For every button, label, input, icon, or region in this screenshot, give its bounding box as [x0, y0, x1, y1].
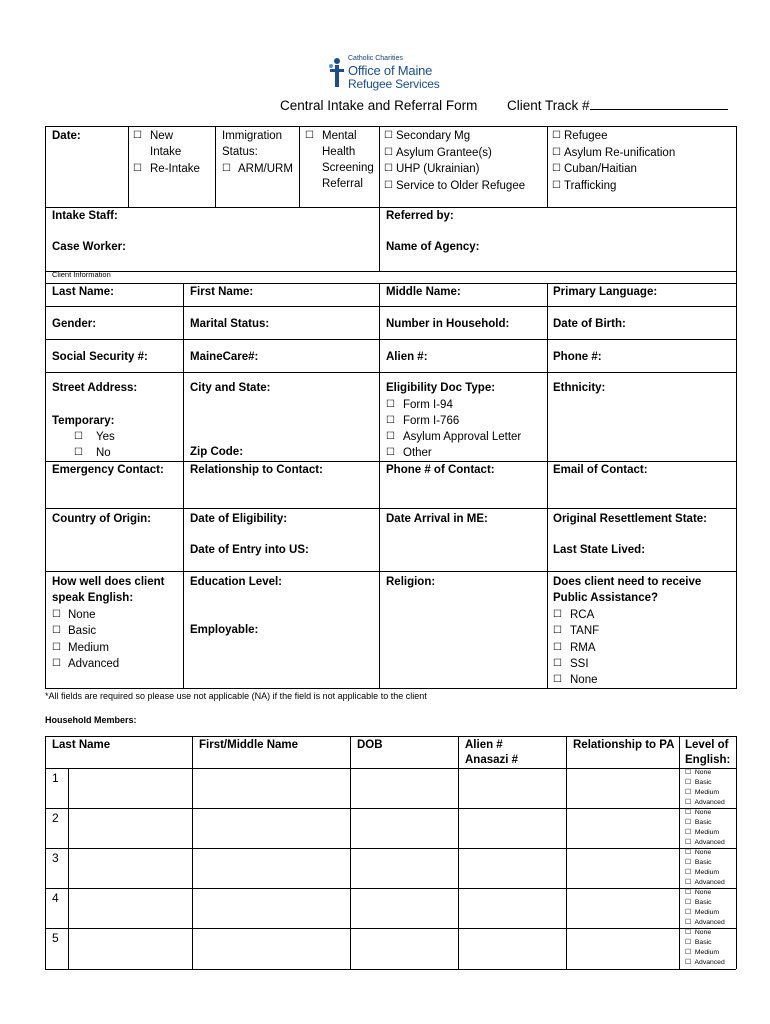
last-state-label: Last State Lived: — [553, 544, 646, 556]
alien-label: Alien #: — [386, 351, 428, 363]
pa-rma-label: RMA — [570, 642, 596, 654]
client-track-label: Client Track # — [507, 98, 590, 113]
hh-header-last: Last Name — [52, 739, 111, 751]
asylum-letter-checkbox[interactable]: ☐ — [386, 431, 395, 442]
asylum-grantee-label: Asylum Grantee(s) — [396, 147, 492, 159]
uhp-label: UHP (Ukrainian) — [396, 163, 480, 175]
middle-name-label: Middle Name: — [386, 286, 461, 298]
hh-eng-option[interactable] — [685, 828, 725, 838]
zip-code-label: Zip Code: — [190, 446, 244, 458]
form-title: Central Intake and Referral Form — [280, 98, 478, 113]
hh-header-rel: Relationship to PA — [573, 739, 675, 751]
relationship-contact-label: Relationship to Contact: — [190, 464, 323, 476]
divider — [128, 126, 129, 207]
mental-label-4: Referral — [322, 178, 363, 190]
divider — [458, 736, 459, 969]
asylum-letter-label: Asylum Approval Letter — [403, 431, 522, 443]
secondary-mg-label: Secondary Mg — [396, 130, 471, 142]
refugee-checkbox[interactable]: ☐ — [552, 130, 561, 141]
hh-eng-option[interactable] — [685, 818, 725, 828]
checkbox[interactable]: ☐ — [685, 899, 692, 906]
referred-by-label: Referred by: — [386, 210, 454, 222]
hh-border-bottom — [45, 969, 736, 970]
divider — [379, 126, 380, 271]
first-name-label: First Name: — [190, 286, 254, 298]
hh-eng-label: Basic — [694, 819, 712, 826]
mental-label-2: Health — [322, 146, 356, 158]
divider — [566, 736, 567, 969]
hh-eng-option[interactable] — [685, 788, 725, 798]
checkbox[interactable]: ☐ — [685, 949, 692, 956]
temporary-no-label: No — [96, 447, 111, 459]
new-intake-label-2: Intake — [150, 146, 182, 158]
figures-icon — [328, 57, 346, 91]
checkbox[interactable]: ☐ — [685, 789, 692, 796]
divider — [736, 736, 737, 969]
checkbox[interactable]: ☐ — [685, 909, 692, 916]
hh-header-alien-2: Anasazi # — [465, 754, 519, 766]
hh-eng-label: Advanced — [694, 839, 725, 846]
education-label: Education Level: — [190, 576, 283, 588]
checkbox[interactable]: ☐ — [685, 929, 692, 936]
hh-eng-label: Medium — [694, 909, 720, 916]
checkbox[interactable]: ☐ — [685, 869, 692, 876]
hh-eng-label: Basic — [694, 899, 712, 906]
hh-eng-label: Medium — [694, 789, 720, 796]
mental-health-checkbox[interactable]: ☐ — [305, 130, 314, 141]
hh-row-number: 1 — [52, 771, 59, 785]
divider — [45, 372, 736, 373]
divider — [547, 126, 548, 207]
ethnicity-label: Ethnicity: — [553, 382, 606, 394]
hh-eng-option[interactable] — [685, 938, 725, 948]
immigration-label-1: Immigration — [222, 130, 283, 142]
date-of-birth-label: Date of Birth: — [553, 318, 626, 330]
hh-eng-label: None — [694, 809, 712, 816]
street-address-label: Street Address: — [52, 382, 138, 394]
hh-eng-option[interactable] — [685, 768, 725, 778]
logo-line2: Refugee Services — [348, 77, 440, 91]
number-in-household-label: Number in Household: — [386, 318, 510, 330]
hh-eng-option[interactable] — [685, 928, 725, 938]
older-refugee-checkbox[interactable]: ☐ — [384, 180, 393, 191]
religion-label: Religion: — [386, 576, 436, 588]
hh-eng-option[interactable] — [685, 868, 725, 878]
checkbox[interactable]: ☐ — [685, 809, 692, 816]
hh-eng-option[interactable] — [685, 958, 725, 968]
divider — [45, 848, 736, 849]
pa-ssi-checkbox[interactable]: ☐ — [553, 658, 562, 669]
orig-state-label: Original Resettlement State: — [553, 513, 708, 525]
primary-language-label: Primary Language: — [553, 286, 658, 298]
pa-rca-checkbox[interactable]: ☐ — [553, 609, 562, 620]
mental-label-3: Screening — [322, 162, 374, 174]
temporary-label: Temporary: — [52, 415, 115, 427]
temporary-yes-label: Yes — [96, 431, 115, 443]
divider — [45, 306, 736, 307]
mainecare-label: MaineCare#: — [190, 351, 259, 363]
pa-rma-checkbox[interactable]: ☐ — [553, 642, 562, 653]
logo — [328, 55, 468, 93]
footnote: *All fields are required so please use not applicable (NA) if the field is not applicable to the client — [45, 691, 427, 701]
pa-none-label: None — [570, 674, 598, 686]
ssn-label: Social Security #: — [52, 351, 148, 363]
client-track-line[interactable] — [590, 98, 728, 110]
name-of-agency-label: Name of Agency: — [386, 241, 480, 253]
city-state-label: City and State: — [190, 382, 271, 394]
divider — [45, 571, 736, 572]
hh-header-eng-2: English: — [685, 754, 731, 766]
pa-question-2: Public Assistance? — [553, 592, 659, 604]
hh-eng-options — [685, 848, 725, 888]
hh-eng-label: Advanced — [694, 919, 725, 926]
hh-eng-option[interactable] — [685, 908, 725, 918]
checkbox[interactable]: ☐ — [685, 939, 692, 946]
older-refugee-label: Service to Older Refugee — [396, 180, 526, 192]
hh-eng-label: None — [694, 769, 712, 776]
new-intake-label-1: New — [150, 130, 174, 142]
divider — [547, 283, 548, 689]
eligibility-doc-label: Eligibility Doc Type: — [386, 382, 496, 394]
hh-eng-option[interactable] — [685, 948, 725, 958]
trafficking-checkbox[interactable]: ☐ — [552, 180, 561, 191]
pa-ssi-label: SSI — [570, 658, 589, 670]
hh-eng-options — [685, 928, 725, 968]
hh-eng-label: Medium — [694, 829, 720, 836]
english-medium-checkbox[interactable]: ☐ — [52, 642, 61, 653]
hh-eng-option[interactable] — [685, 858, 725, 868]
secondary-mg-checkbox[interactable]: ☐ — [384, 130, 393, 141]
hh-eng-option[interactable] — [685, 778, 725, 788]
trafficking-label: Trafficking — [564, 180, 617, 192]
form-i94-label: Form I-94 — [403, 399, 453, 411]
divider — [350, 736, 351, 969]
english-advanced-checkbox[interactable]: ☐ — [52, 658, 61, 669]
divider — [68, 768, 69, 969]
pa-none-checkbox[interactable]: ☐ — [553, 674, 562, 685]
hh-eng-options — [685, 768, 725, 808]
english-question-2: speak English: — [52, 592, 134, 604]
english-question-1: How well does client — [52, 576, 165, 588]
other-doc-label: Other — [403, 447, 432, 459]
new-intake-checkbox[interactable]: ☐ — [133, 130, 142, 141]
checkbox[interactable]: ☐ — [685, 859, 692, 866]
mental-label-1: Mental — [322, 130, 357, 142]
arm-urm-label: ARM/URM — [238, 163, 293, 175]
hh-row-number: 5 — [52, 931, 59, 945]
divider — [379, 283, 380, 689]
immigration-label-2: Status: — [222, 146, 258, 158]
hh-row-number: 2 — [52, 811, 59, 825]
hh-eng-option[interactable] — [685, 808, 725, 818]
cuban-haitian-label: Cuban/Haitian — [564, 163, 637, 175]
divider — [45, 271, 736, 272]
gender-label: Gender: — [52, 318, 97, 330]
hh-eng-option[interactable] — [685, 878, 725, 888]
form-i766-checkbox[interactable]: ☐ — [386, 415, 395, 426]
hh-header-eng-1: Level of — [685, 739, 729, 751]
table-border-right — [736, 126, 737, 689]
hh-eng-label: Advanced — [694, 799, 725, 806]
hh-eng-option[interactable] — [685, 898, 725, 908]
checkbox[interactable]: ☐ — [685, 959, 692, 966]
client-track — [507, 98, 728, 113]
country-origin-label: Country of Origin: — [52, 513, 152, 525]
hh-eng-option[interactable] — [685, 798, 725, 808]
english-none-label: None — [68, 609, 96, 621]
cuban-haitian-checkbox[interactable]: ☐ — [552, 163, 561, 174]
intake-staff-label: Intake Staff: — [52, 210, 118, 222]
date-arrival-label: Date Arrival in ME: — [386, 513, 488, 525]
divider — [679, 736, 680, 969]
hh-row-number: 4 — [52, 891, 59, 905]
temporary-no-checkbox[interactable]: ☐ — [74, 447, 83, 458]
hh-eng-option[interactable] — [685, 888, 725, 898]
hh-eng-options — [685, 808, 725, 848]
last-name-label: Last Name: — [52, 286, 114, 298]
divider — [45, 928, 736, 929]
divider — [45, 736, 46, 969]
checkbox[interactable]: ☐ — [685, 839, 692, 846]
divider — [45, 768, 736, 769]
household-label: Household Members: — [45, 715, 137, 725]
divider — [192, 736, 193, 969]
asylum-reunification-checkbox[interactable]: ☐ — [552, 147, 561, 158]
hh-eng-option[interactable] — [685, 838, 725, 848]
hh-eng-label: None — [694, 849, 712, 856]
table-border-top — [45, 126, 736, 127]
uhp-checkbox[interactable]: ☐ — [384, 163, 393, 174]
checkbox[interactable]: ☐ — [685, 889, 692, 896]
pa-tanf-checkbox[interactable]: ☐ — [553, 625, 562, 636]
divider — [215, 126, 216, 207]
hh-row-number: 3 — [52, 851, 59, 865]
hh-header-alien-1: Alien # — [465, 739, 503, 751]
divider — [45, 508, 736, 509]
hh-eng-label: Basic — [694, 859, 712, 866]
hh-eng-label: None — [694, 929, 712, 936]
divider — [45, 339, 736, 340]
phone-contact-label: Phone # of Contact: — [386, 464, 495, 476]
logo-small-text: Catholic Charities — [348, 55, 403, 62]
case-worker-label: Case Worker: — [52, 241, 126, 253]
checkbox[interactable]: ☐ — [685, 779, 692, 786]
form-i766-label: Form I-766 — [403, 415, 460, 427]
hh-eng-label: Basic — [694, 939, 712, 946]
date-entry-label: Date of Entry into US: — [190, 544, 309, 556]
hh-eng-option[interactable] — [685, 918, 725, 928]
arm-urm-checkbox[interactable]: ☐ — [222, 163, 231, 174]
checkbox[interactable]: ☐ — [685, 849, 692, 856]
checkbox[interactable]: ☐ — [685, 879, 692, 886]
divider — [45, 888, 736, 889]
marital-status-label: Marital Status: — [190, 318, 270, 330]
other-doc-checkbox[interactable]: ☐ — [386, 447, 395, 458]
refugee-label: Refugee — [564, 130, 608, 142]
divider — [45, 808, 736, 809]
pa-rca-label: RCA — [570, 609, 595, 621]
hh-eng-label: Advanced — [694, 959, 725, 966]
english-medium-label: Medium — [68, 642, 109, 654]
english-basic-checkbox[interactable]: ☐ — [52, 625, 61, 636]
checkbox[interactable]: ☐ — [685, 819, 692, 826]
hh-eng-label: None — [694, 889, 712, 896]
table-border-left — [45, 126, 46, 689]
email-contact-label: Email of Contact: — [553, 464, 648, 476]
hh-header-first: First/Middle Name — [199, 739, 299, 751]
pa-tanf-label: TANF — [570, 625, 600, 637]
date-label: Date: — [52, 130, 81, 142]
form-i94-checkbox[interactable]: ☐ — [386, 399, 395, 410]
hh-eng-label: Medium — [694, 949, 720, 956]
english-advanced-label: Advanced — [68, 658, 120, 670]
re-intake-label: Re-Intake — [150, 163, 200, 175]
employable-label: Employable: — [190, 624, 259, 636]
phone-label: Phone #: — [553, 351, 602, 363]
english-none-checkbox[interactable]: ☐ — [52, 609, 61, 620]
hh-eng-label: Advanced — [694, 879, 725, 886]
re-intake-checkbox[interactable]: ☐ — [133, 163, 142, 174]
client-information-label: Client Information — [52, 270, 111, 279]
english-basic-label: Basic — [68, 625, 97, 637]
emergency-contact-label: Emergency Contact: — [52, 464, 164, 476]
divider — [183, 283, 184, 689]
hh-eng-label: Basic — [694, 779, 712, 786]
asylum-reunification-label: Asylum Re-unification — [564, 147, 676, 159]
logo-line1: Office of Maine — [348, 63, 433, 78]
asylum-grantee-checkbox[interactable]: ☐ — [384, 147, 393, 158]
hh-eng-label: Medium — [694, 869, 720, 876]
hh-eng-options — [685, 888, 725, 928]
checkbox[interactable]: ☐ — [685, 829, 692, 836]
date-eligibility-label: Date of Eligibility: — [190, 513, 288, 525]
divider — [299, 126, 300, 207]
pa-question-1: Does client need to receive — [553, 576, 702, 588]
hh-header-dob: DOB — [357, 739, 383, 751]
checkbox[interactable]: ☐ — [685, 769, 692, 776]
hh-eng-option[interactable] — [685, 848, 725, 858]
checkbox[interactable]: ☐ — [685, 799, 692, 806]
checkbox[interactable]: ☐ — [685, 919, 692, 926]
temporary-yes-checkbox[interactable]: ☐ — [74, 431, 83, 442]
